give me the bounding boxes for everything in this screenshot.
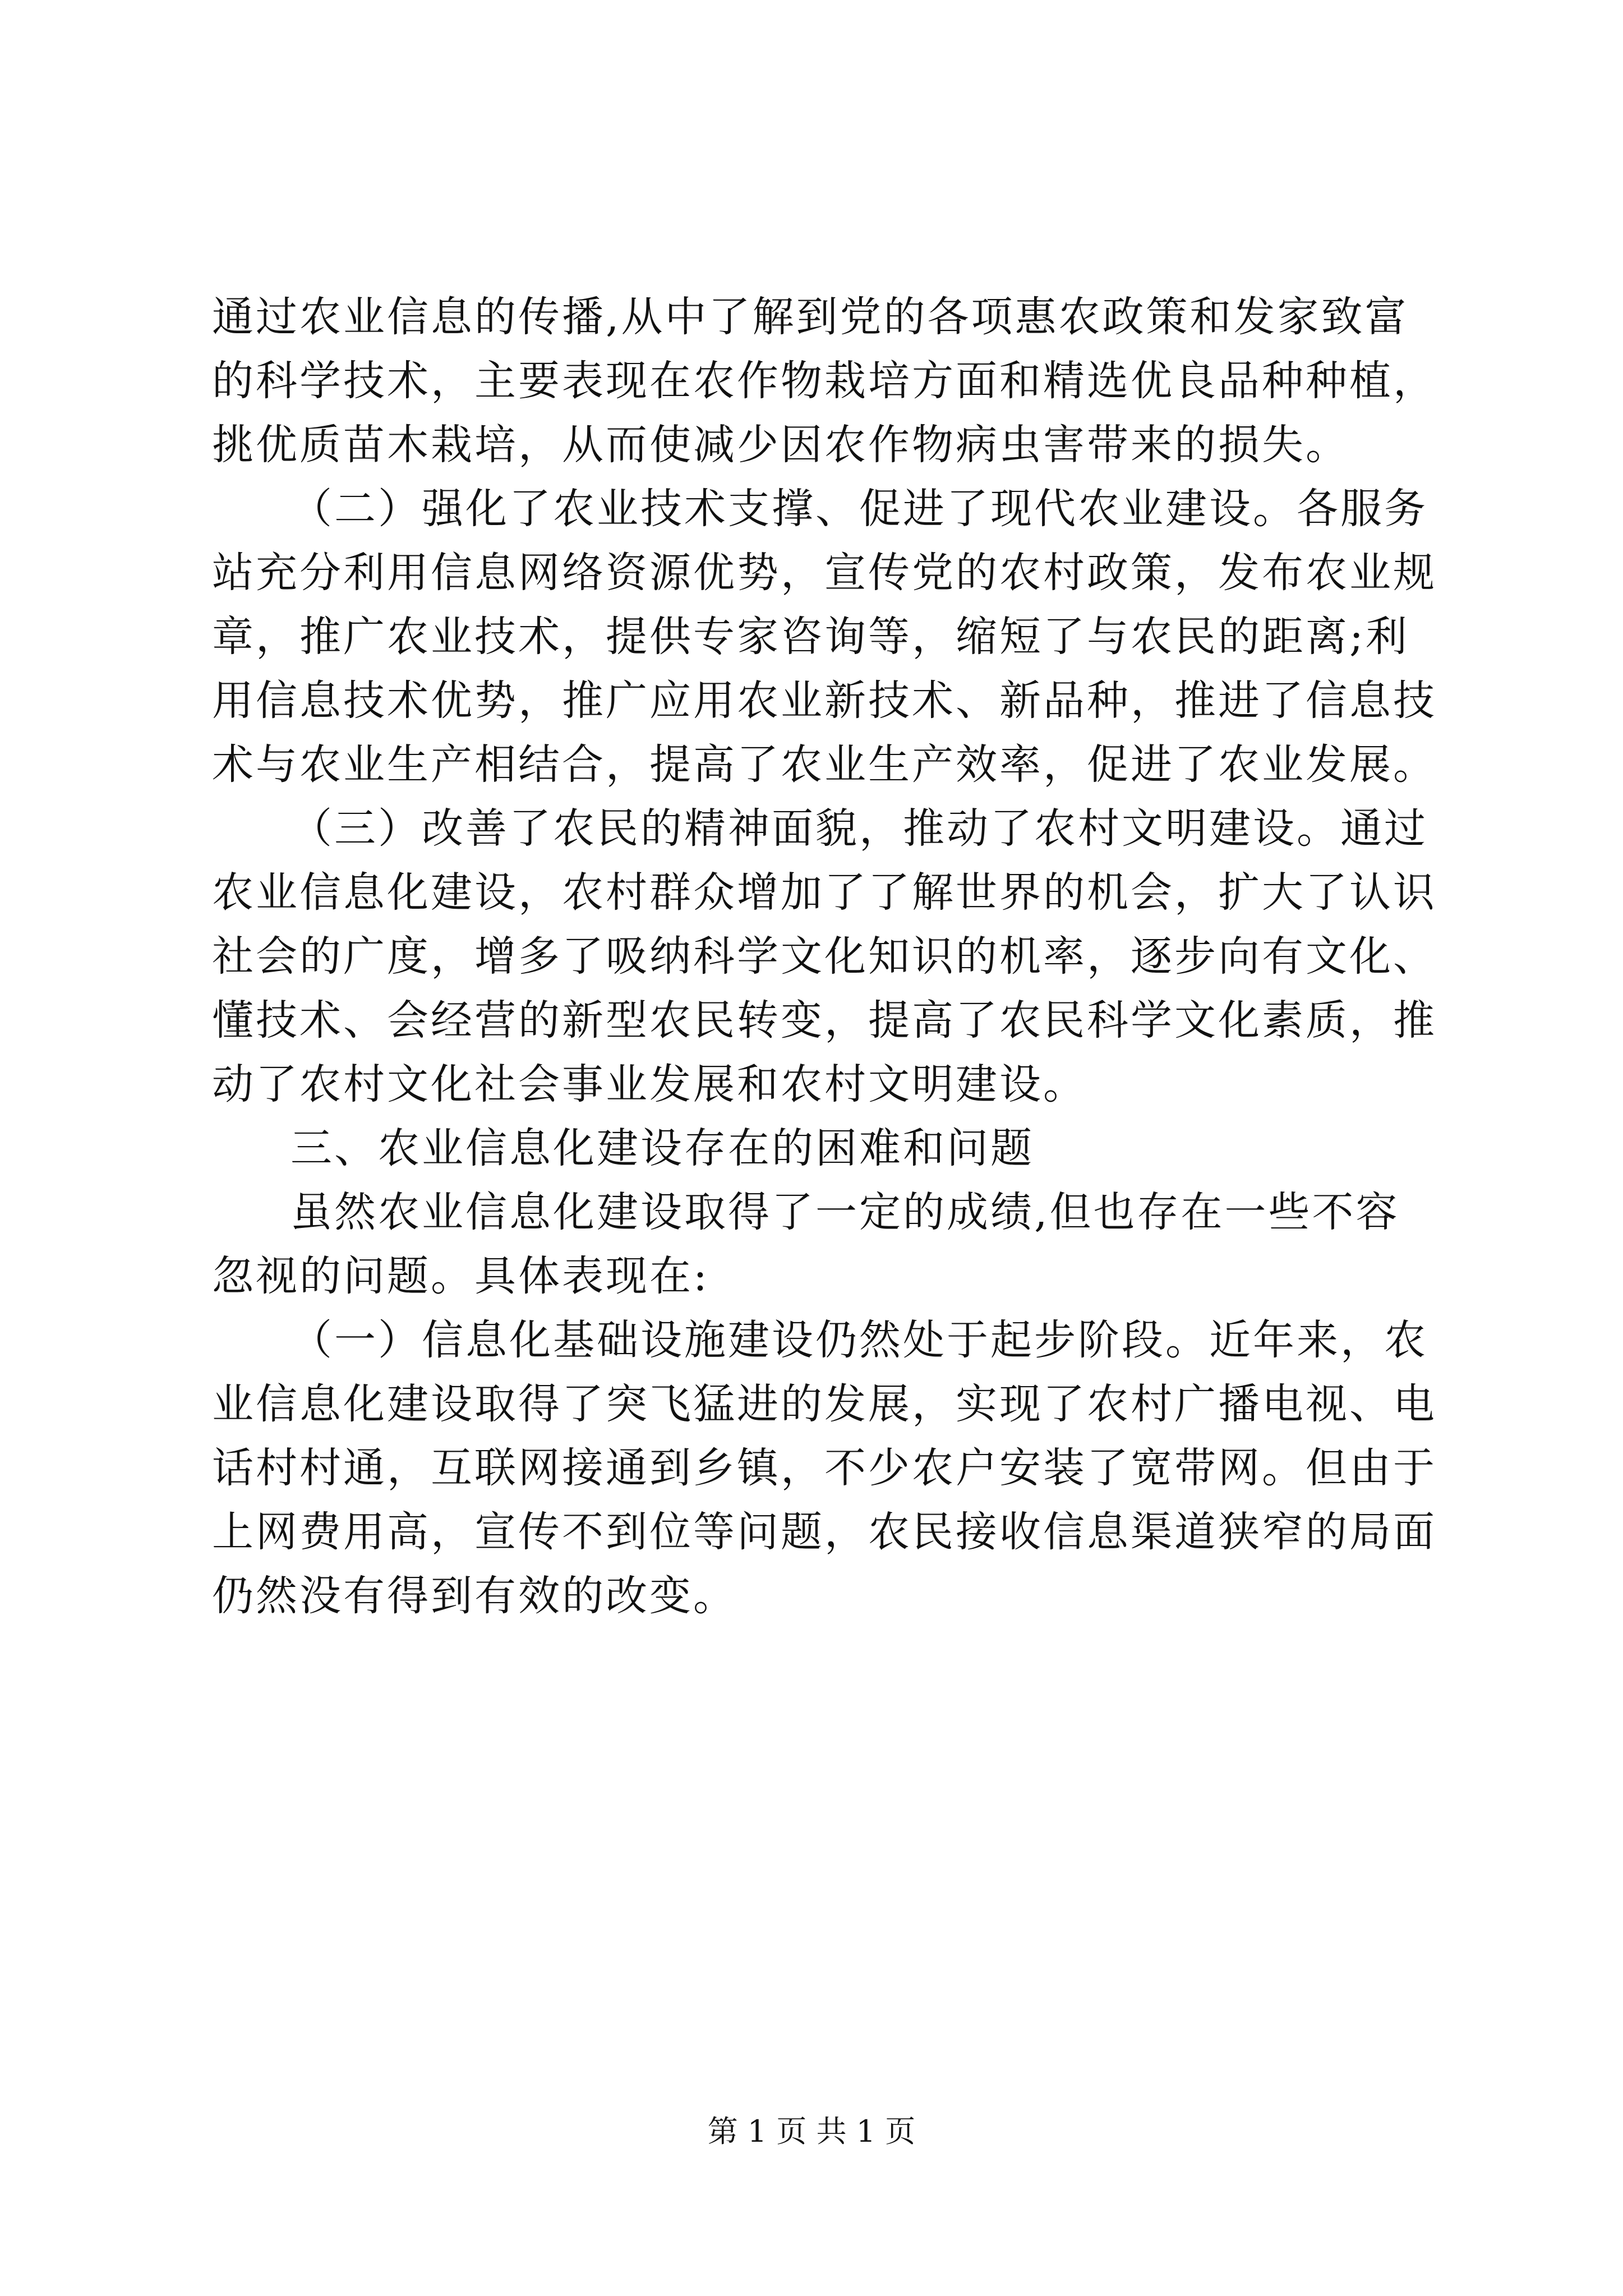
text-line: （二）强化了农业技术支撑、促进了现代农业建设。各服务	[291, 485, 1428, 533]
text-line: 忽视的问题。具体表现在:	[212, 1252, 709, 1300]
text-line: 话村村通，互联网接通到乡镇，不少农户安装了宽带网。但由于	[212, 1444, 1437, 1492]
text-line: 农业信息化建设，农村群众增加了了解世界的机会，扩大了认识	[212, 868, 1437, 917]
page-footer: 第 1 页 共 1 页	[707, 2114, 916, 2149]
text-line: 懂技术、会经营的新型农民转变，提高了农民科学文化素质，推	[212, 996, 1437, 1045]
text-line: 通过农业信息的传播,从中了解到党的各项惠农政策和发家致富	[212, 293, 1409, 341]
text-line: 仍然没有得到有效的改变。	[212, 1572, 737, 1620]
text-line: （一）信息化基础设施建设仍然处于起步阶段。近年来，农	[291, 1316, 1428, 1364]
text-line: 社会的广度，增多了吸纳科学文化知识的机率，逐步向有文化、	[212, 932, 1437, 981]
text-line: 术与农业生产相结合，提高了农业生产效率，促进了农业发展。	[212, 740, 1437, 789]
text-line: 虽然农业信息化建设取得了一定的成绩,但也存在一些不容	[291, 1188, 1400, 1236]
text-line: 业信息化建设取得了突飞猛进的发展，实现了农村广播电视、电	[212, 1380, 1437, 1428]
text-line: （三）改善了农民的精神面貌，推动了农村文明建设。通过	[291, 804, 1428, 853]
text-line: 用信息技术优势，推广应用农业新技术、新品种，推进了信息技	[212, 677, 1437, 725]
text-line: 动了农村文化社会事业发展和农村文明建设。	[212, 1060, 1087, 1108]
text-line: 章，推广农业技术，提供专家咨询等，缩短了与农民的距离;利	[212, 613, 1409, 661]
section-heading: 三、农业信息化建设存在的困难和问题	[291, 1124, 1034, 1172]
text-line: 站充分利用信息网络资源优势，宣传党的农村政策，发布农业规	[212, 549, 1437, 597]
text-line: 的科学技术，主要表现在农作物栽培方面和精选优良品种种植，	[212, 357, 1437, 405]
text-line: 上网费用高，宣传不到位等问题，农民接收信息渠道狭窄的局面	[212, 1508, 1437, 1556]
text-line: 挑优质苗木栽培，从而使减少因农作物病虫害带来的损失。	[212, 421, 1349, 469]
